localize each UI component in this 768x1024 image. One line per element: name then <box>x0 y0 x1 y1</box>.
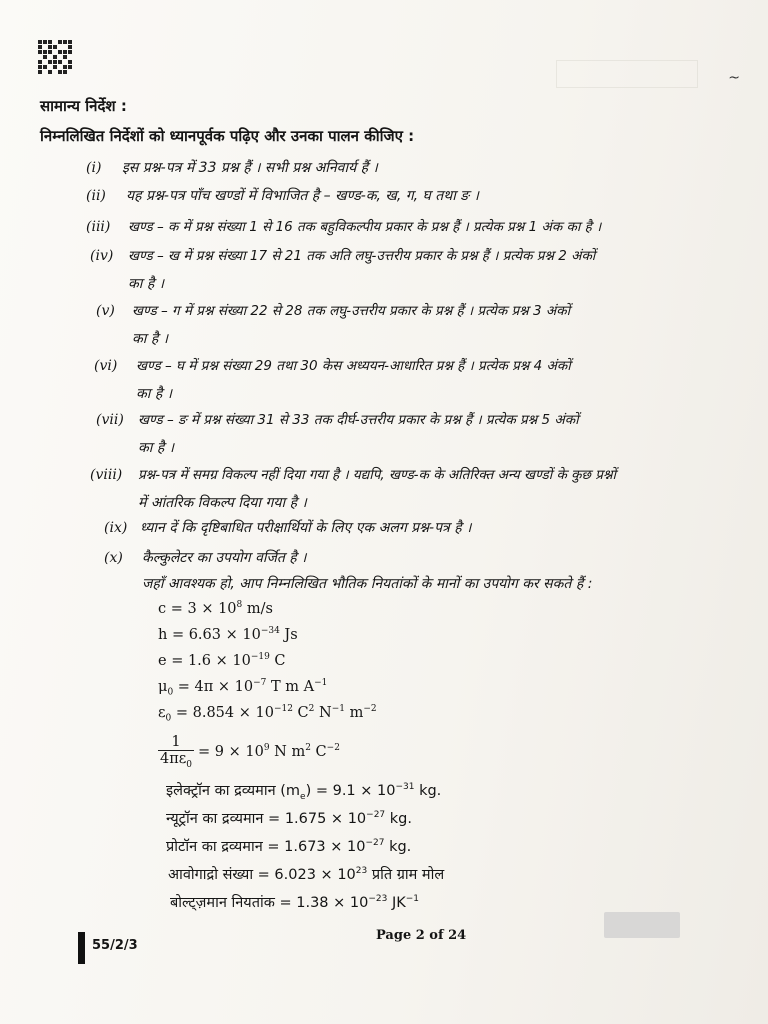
instruction-text: इस प्रश्न-पत्र में 33 प्रश्न हैं । सभी प्रश्न अनिवार्य हैं । <box>122 160 378 176</box>
paper-code: 55/2/3 <box>92 938 138 953</box>
constant-eps0: $\varepsilon_0 = 8.854 \times 10^{-12}$ $C^2$ $N^{-1}$ $m^{-2}$ <box>158 704 377 724</box>
bleed-through-box <box>556 60 698 88</box>
instruction-text: कैल्कुलेटर का उपयोग वर्जित है । <box>142 550 307 566</box>
stamp-sticker <box>604 912 680 938</box>
instruction-text: खण्ड – ङ में प्रश्न संख्या 31 से 33 तक दीर्घ-उत्तरीय प्रकार के प्रश्न हैं । प्रत्येक प्रश्न 5 अंकों <box>138 412 579 428</box>
footer-bar <box>78 932 85 964</box>
constant-neutron-mass: न्यूट्रॉन का द्रव्यमान = $1.675 \times 10^{-27}$ kg. <box>166 810 412 827</box>
corner-mark: ~ <box>728 70 740 86</box>
instruction-number: (x) <box>104 550 123 566</box>
constant-electron-mass: इलेक्ट्रॉन का द्रव्यमान $(m_e) = 9.1 \times 10^{-31}$ kg. <box>166 782 442 802</box>
instructions-subheading: निम्नलिखित निर्देशों को ध्यानपूर्वक पढ़िए और उनका पालन कीजिए : <box>40 127 415 145</box>
instruction-text-cont: का है । <box>138 440 175 456</box>
constant-boltzmann: बोल्ट्ज़मान नियतांक = $1.38 \times 10^{-23}$ $JK^{-1}$ <box>170 894 420 911</box>
fraction: $\frac{1}{4\pi\varepsilon_0}$ <box>160 734 193 770</box>
instruction-text: प्रश्न-पत्र में समग्र विकल्प नहीं दिया गया है । यद्यपि, खण्ड-क के अतिरिक्त अन्य खण्डों के कुछ प्रश्नों <box>138 467 616 483</box>
instruction-text: खण्ड – ख में प्रश्न संख्या 17 से 21 तक अति लघु-उत्तरीय प्रकार के प्रश्न हैं । प्रत्येक प्रश्न 2 अंकों <box>128 248 596 264</box>
instruction-number: (viii) <box>90 467 123 483</box>
constant-speed-of-light: $c = 3 \times 10^8$ m/s <box>158 600 273 617</box>
qr-code-icon <box>38 40 72 74</box>
constant-planck: $h = 6.63 \times 10^{-34}$ Js <box>158 626 298 643</box>
constant-mu0: $\mu_0 = 4\pi \times 10^{-7}$ T m $A^{-1}$ <box>158 678 328 698</box>
instruction-text: खण्ड – क में प्रश्न संख्या 1 से 16 तक बहुविकल्पीय प्रकार के प्रश्न हैं । प्रत्येक प्रश्न 1 अंक का है । <box>128 219 602 235</box>
constant-coulomb: $\frac{1}{4\pi\varepsilon_0}$ = $9 \times 10^9$ N $m^2$ $C^{-2}$ <box>160 734 340 770</box>
instruction-text-cont: का है । <box>132 331 169 347</box>
page-number: Page 2 of 24 <box>376 928 467 943</box>
instruction-number: (ii) <box>86 188 106 204</box>
instruction-number: (iv) <box>90 248 114 264</box>
constant-electron-charge: $e = 1.6 \times 10^{-19}$ C <box>158 652 286 669</box>
instruction-number: (i) <box>86 160 102 176</box>
constant-proton-mass: प्रोटॉन का द्रव्यमान = $1.673 \times 10^{-27}$ kg. <box>166 838 412 855</box>
general-instructions-heading: सामान्य निर्देश : <box>40 97 127 115</box>
instruction-text-cont: का है । <box>128 276 165 292</box>
instruction-text: खण्ड – घ में प्रश्न संख्या 29 तथा 30 केस अध्ययन-आधारित प्रश्न हैं । प्रत्येक प्रश्न 4 अंकों <box>136 358 571 374</box>
instruction-text-cont: में आंतरिक विकल्प दिया गया है । <box>138 495 307 511</box>
instruction-text: ध्यान दें कि दृष्टिबाधित परीक्षार्थियों के लिए एक अलग प्रश्न-पत्र है । <box>140 520 472 536</box>
instruction-number: (vii) <box>96 412 124 428</box>
instruction-number: (ix) <box>104 520 128 536</box>
instruction-text-cont: का है । <box>136 386 173 402</box>
constant-avogadro: आवोगाद्रो संख्या = $6.023 \times 10^{23}$ प्रति ग्राम मोल <box>168 866 445 883</box>
instruction-number: (vi) <box>94 358 118 374</box>
instruction-text: यह प्रश्न-पत्र पाँच खण्डों में विभाजित है – खण्ड-क, ख, ग, घ तथा ङ । <box>126 188 479 204</box>
instruction-text: खण्ड – ग में प्रश्न संख्या 22 से 28 तक लघु-उत्तरीय प्रकार के प्रश्न हैं । प्रत्येक प्रश्न 3 अंकों <box>132 303 571 319</box>
instruction-number: (v) <box>96 303 115 319</box>
instruction-text-cont: जहाँ आवश्यक हो, आप निम्नलिखित भौतिक नियतांकों के मानों का उपयोग कर सकते हैं : <box>142 576 593 592</box>
instruction-number: (iii) <box>86 219 111 235</box>
